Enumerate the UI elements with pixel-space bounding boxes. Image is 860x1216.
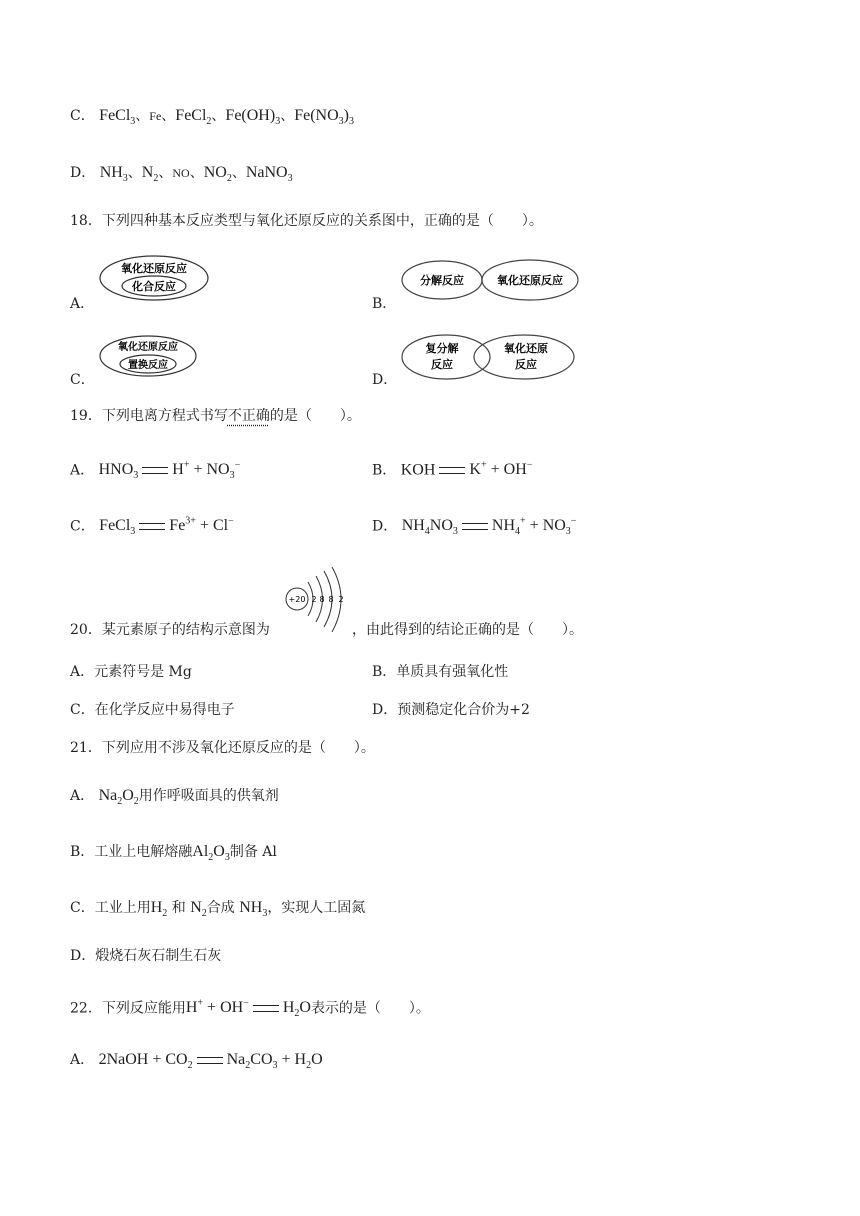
atom-structure-diagram [284, 566, 350, 638]
formula-no: NO [172, 166, 190, 180]
equals-sign [462, 523, 488, 530]
shell-2-count: 8 [319, 595, 325, 604]
q20-option-a: A．元素符号是 Mg [70, 664, 192, 680]
q22-option-a: A． 2NaOH + $CO_2$ $Na_2CO_3 + H_2O$ [70, 1051, 323, 1072]
q18-d-right-label-2: 反应 [515, 358, 537, 371]
q18-option-c-letter: C． [70, 372, 95, 388]
q19-option-b: B． KOH K+ + OH− [372, 460, 533, 479]
q20-stem-post: ，由此得到的结论正确的是（ ）。 [352, 622, 583, 638]
q17-option-c: C． FeCl$_3$、Fe、FeCl$_2$、$Fe(OH)_3$、$Fe(NO_3)_3$ [70, 107, 354, 128]
equals-sign [253, 1005, 279, 1012]
q18-diagram-a [98, 254, 212, 302]
q18-diagram-b [400, 258, 582, 304]
q17-option-d: D． $NH_3$、$N_2$、NO、$NO_2$、NaNO$_3$ [70, 164, 293, 185]
q21-option-c: C．工业上用$H_2$ 和 $N_2$合成 $NH_3$，实现人工固氮 [70, 899, 366, 920]
equals-sign [139, 523, 165, 530]
q18-a-outer-label: 氧化还原反应 [121, 262, 187, 275]
q18-stem: 18．下列四种基本反应类型与氧化还原反应的关系图中，正确的是（ ）。 [70, 213, 543, 229]
q18-b-right-label: 氧化还原反应 [497, 274, 563, 287]
q18-diagram-d [400, 332, 578, 382]
q20-option-d: D．预测稳定化合价为+2 [372, 702, 530, 718]
q19-option-c: C． FeCl$_3$ $Fe^{3+} + Cl^-$ [70, 516, 234, 538]
equals-sign [142, 467, 168, 474]
q18-d-left-label-2: 反应 [431, 358, 453, 371]
q18-d-left-label-1: 复分解 [425, 342, 459, 355]
q18-diagram-c [98, 334, 200, 378]
formula-no2: $NO_2$ [203, 164, 232, 185]
formula-fecl2: FeCl$_2$ [175, 107, 212, 128]
formula-feno33: $Fe(NO_3)_3$ [294, 107, 354, 128]
formula-nano3: NaNO$_3$ [245, 164, 293, 185]
q21-option-a: A． $Na_2O_2$用作呼吸面具的供氧剂 [70, 787, 279, 808]
formula-nh3: $NH_3$ [99, 164, 128, 185]
q18-option-b-letter: B． [372, 296, 397, 312]
q18-c-inner-label: 置换反应 [128, 360, 168, 371]
q18-option-d-letter: D． [372, 372, 398, 388]
formula-feoh3: $Fe(OH)_3$ [225, 107, 281, 128]
equals-sign [439, 467, 465, 474]
formula-n2: $N_2$ [141, 164, 159, 185]
q18-b-left-label: 分解反应 [420, 274, 464, 287]
q22-stem: 22．下列反应能用H+ + OH− $H_2O$表示的是（ ）。 [70, 998, 430, 1020]
shell-4-count: 2 [338, 595, 344, 604]
q18-a-inner-label: 化合反应 [132, 280, 176, 293]
q20-option-c: C．在化学反应中易得电子 [70, 702, 235, 718]
q18-d-right-label-1: 氧化还原 [504, 342, 548, 355]
equals-sign [197, 1057, 223, 1064]
formula-fe: Fe [149, 109, 162, 123]
shell-3-count: 8 [328, 595, 334, 604]
nucleus-charge: +20 [288, 595, 306, 604]
q20-stem-pre: 20．某元素原子的结构示意图为 [70, 622, 270, 638]
formula-fecl3: FeCl$_3$ [99, 107, 136, 128]
q19-stem: 19．下列电离方程式书写不正确的是（ ）。 [70, 408, 361, 424]
q19-option-a: A． $HNO_3$ $H^+ + NO_3^-$ [70, 460, 241, 482]
q21-option-b: B．工业上电解熔融$Al_2O_3$制备 Al [70, 843, 277, 864]
q21-option-d: D．煅烧石灰石制生石灰 [70, 948, 222, 964]
q20-option-b: B．单质具有强氧化性 [372, 664, 509, 680]
q18-c-outer-label: 氧化还原反应 [118, 342, 178, 353]
shell-1-count: 2 [311, 595, 317, 604]
q21-stem: 21．下列应用不涉及氧化还原反应的是（ ）。 [70, 740, 375, 756]
emphasis-not-correct: 不正确 [227, 408, 270, 424]
q19-option-d: D． $NH_4NO_3$ $NH_4^+ + NO_3^-$ [372, 516, 577, 538]
q18-option-a-letter: A． [70, 296, 95, 312]
